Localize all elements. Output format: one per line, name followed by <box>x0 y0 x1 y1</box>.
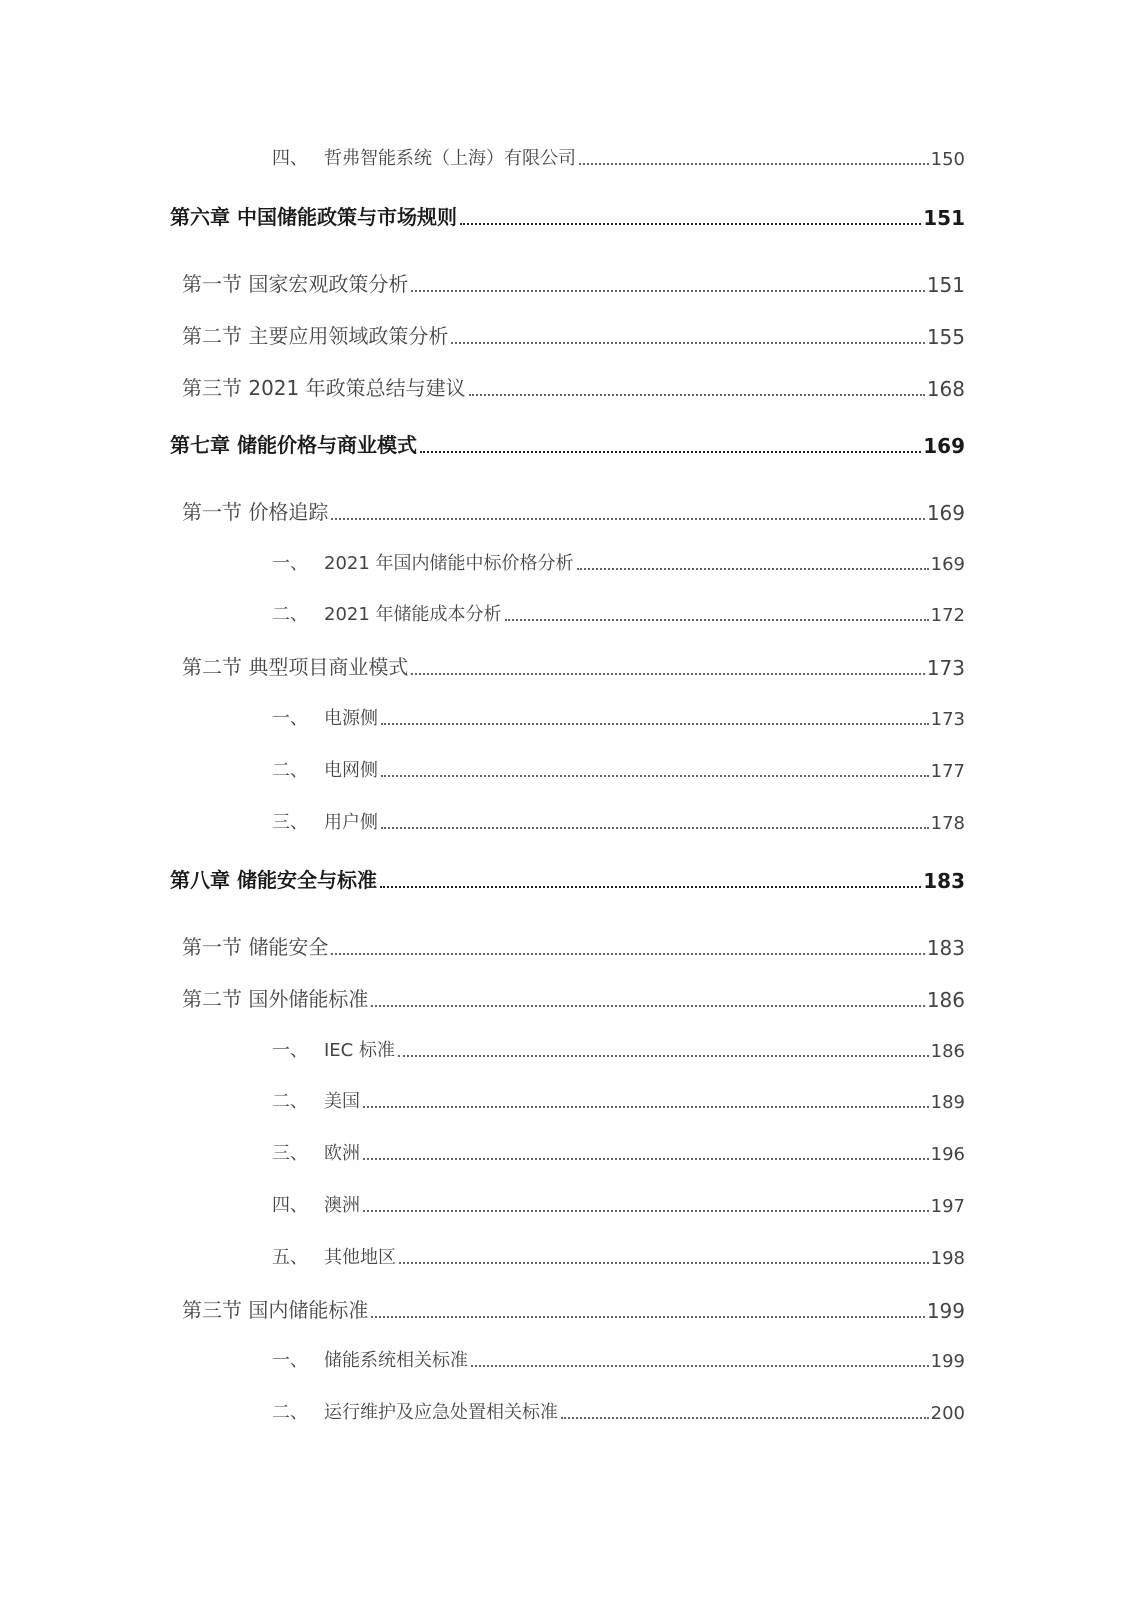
toc-section-title: 第三节 2021 年政策总结与建议 <box>182 376 466 400</box>
toc-leader-dots <box>505 619 929 621</box>
toc-page-number: 198 <box>930 1248 965 1269</box>
toc-entry[interactable] <box>272 1243 965 1269</box>
toc-entry-label: 四、 澳洲 <box>272 1195 360 1216</box>
toc-leader-dots <box>363 1158 929 1160</box>
toc-page-number: 186 <box>930 1041 965 1062</box>
toc-page-number: 150 <box>930 149 965 170</box>
toc-entry-label: 一、 电源侧 <box>272 708 378 729</box>
toc-leader-dots <box>371 1005 924 1007</box>
toc-section[interactable] <box>182 320 965 349</box>
toc-entry[interactable] <box>272 1139 965 1165</box>
toc-entry[interactable] <box>272 756 965 782</box>
toc-leader-dots <box>363 1106 929 1108</box>
toc-leader-dots <box>420 451 921 453</box>
toc-page-number: 183 <box>923 869 965 893</box>
toc-chapter-title: 第六章 中国储能政策与市场规则 <box>170 205 457 229</box>
toc-chapter[interactable] <box>170 429 965 458</box>
toc-entry-label: 三、 用户侧 <box>272 812 378 833</box>
toc-section[interactable] <box>182 651 965 680</box>
toc-entry[interactable] <box>272 808 965 834</box>
toc-section-title: 第二节 国外储能标准 <box>182 987 369 1011</box>
toc-entry[interactable] <box>272 549 965 575</box>
toc-leader-dots <box>398 1055 929 1057</box>
toc-leader-dots <box>331 518 924 520</box>
toc-entry-label: 四、 哲弗智能系统（上海）有限公司 <box>272 148 576 169</box>
toc-page-number: 200 <box>930 1403 965 1424</box>
toc-section-title: 第三节 国内储能标准 <box>182 1298 369 1322</box>
toc-leader-dots <box>399 1262 929 1264</box>
toc-page-number: 196 <box>930 1144 965 1165</box>
toc-page-number: 151 <box>923 206 965 230</box>
toc-section[interactable] <box>182 372 965 401</box>
toc-section-title: 第一节 储能安全 <box>182 935 329 959</box>
toc-entry[interactable] <box>272 1087 965 1113</box>
toc-page-number: 173 <box>926 656 965 680</box>
toc-entry-label: 二、 运行维护及应急处置相关标准 <box>272 1402 558 1423</box>
toc-section-title: 第二节 主要应用领域政策分析 <box>182 324 449 348</box>
toc-page-number: 172 <box>930 605 965 626</box>
toc-page-number: 197 <box>930 1196 965 1217</box>
toc-page-number: 155 <box>926 325 965 349</box>
toc-leader-dots <box>381 723 929 725</box>
toc-leader-dots <box>451 342 924 344</box>
toc-page-number: 178 <box>930 813 965 834</box>
toc-chapter-title: 第八章 储能安全与标准 <box>170 868 377 892</box>
toc-leader-dots <box>331 953 924 955</box>
toc-page-number: 151 <box>926 273 965 297</box>
toc-section[interactable] <box>182 268 965 297</box>
toc-entry-label: 二、 美国 <box>272 1091 360 1112</box>
toc-entry-label: 一、 2021 年国内储能中标价格分析 <box>272 553 574 574</box>
toc-entry-label: 一、 储能系统相关标准 <box>272 1350 468 1371</box>
toc-entry[interactable] <box>272 1346 965 1372</box>
toc-entry-label: 二、 电网侧 <box>272 760 378 781</box>
toc-leader-dots <box>411 673 924 675</box>
toc-leader-dots <box>577 568 929 570</box>
toc-leader-dots <box>579 163 929 165</box>
toc-leader-dots <box>371 1316 924 1318</box>
toc-entry[interactable] <box>272 1191 965 1217</box>
toc-section-title: 第一节 国家宏观政策分析 <box>182 272 409 296</box>
toc-page-number: 169 <box>930 554 965 575</box>
toc-section[interactable] <box>182 496 965 525</box>
toc-entry-label: 五、 其他地区 <box>272 1247 396 1268</box>
toc-page-number: 186 <box>926 988 965 1012</box>
toc-page-number: 168 <box>926 377 965 401</box>
toc-page-number: 177 <box>930 761 965 782</box>
toc-leader-dots <box>381 827 929 829</box>
toc-leader-dots <box>469 394 925 396</box>
toc-entry[interactable] <box>272 1398 965 1424</box>
toc-leader-dots <box>561 1417 929 1419</box>
toc-page-number: 169 <box>926 501 965 525</box>
toc-entry[interactable] <box>272 1036 965 1062</box>
toc-page-number: 199 <box>930 1351 965 1372</box>
toc-page-number: 169 <box>923 434 965 458</box>
toc-entry-label: 一、 IEC 标准 <box>272 1040 395 1061</box>
toc-leader-dots <box>380 886 921 888</box>
toc-section[interactable] <box>182 931 965 960</box>
toc-chapter-title: 第七章 储能价格与商业模式 <box>170 433 417 457</box>
toc-section-title: 第二节 典型项目商业模式 <box>182 655 409 679</box>
toc-chapter[interactable] <box>170 864 965 893</box>
toc-entry[interactable] <box>272 600 965 626</box>
toc-entry[interactable] <box>272 144 965 170</box>
toc-page-number: 183 <box>926 936 965 960</box>
toc-entry[interactable] <box>272 704 965 730</box>
toc-page-number: 199 <box>926 1299 965 1323</box>
toc-entry-label: 二、 2021 年储能成本分析 <box>272 604 502 625</box>
toc-leader-dots <box>381 775 929 777</box>
toc-page-number: 189 <box>930 1092 965 1113</box>
toc-page-number: 173 <box>930 709 965 730</box>
toc-section-title: 第一节 价格追踪 <box>182 500 329 524</box>
toc-entry-label: 三、 欧洲 <box>272 1143 360 1164</box>
toc-section[interactable] <box>182 983 965 1012</box>
toc-leader-dots <box>460 223 921 225</box>
toc-leader-dots <box>471 1365 929 1367</box>
toc-section[interactable] <box>182 1294 965 1323</box>
toc-leader-dots <box>411 290 924 292</box>
toc-leader-dots <box>363 1210 929 1212</box>
toc-chapter[interactable] <box>170 201 965 230</box>
